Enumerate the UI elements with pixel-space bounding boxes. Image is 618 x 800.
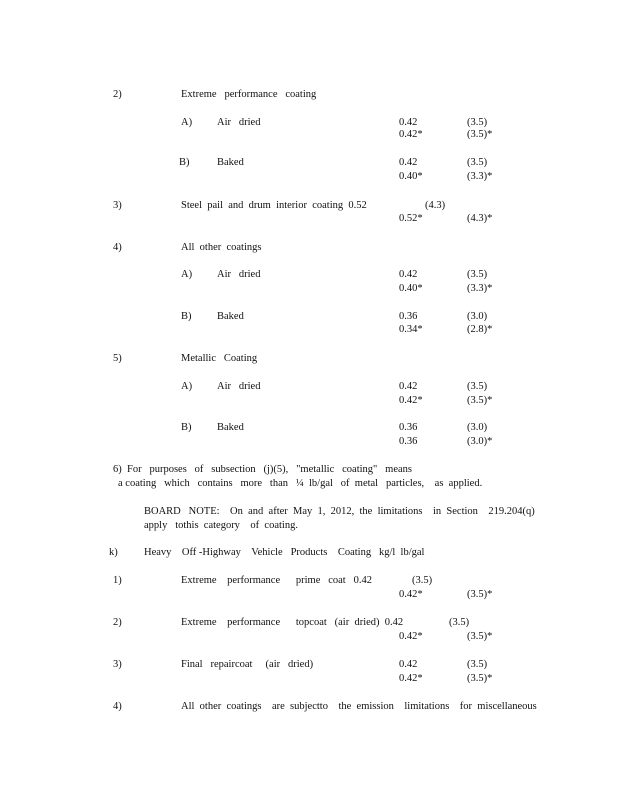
item-2-number: 2)	[113, 89, 122, 100]
k-item-3-number: 3)	[113, 659, 122, 670]
item-2b-name: Baked	[217, 157, 244, 168]
k-item-3-value-kg: 0.42	[399, 659, 418, 670]
item-5-title: Metallic Coating	[181, 353, 258, 364]
k-item-1-value-lb-alt: (3.5)*	[467, 589, 493, 600]
item-4a-value-lb-alt: (3.3)*	[467, 283, 493, 294]
k-item-3-title: Final repaircoat (air dried)	[181, 659, 314, 670]
k-item-4-title: All other coatings are subjectto the emission limitations for miscellaneous	[181, 701, 537, 712]
item-2b-label: B)	[179, 157, 190, 168]
item-4a-value-kg: 0.42	[399, 269, 418, 280]
para-6-line-1: 6) For purposes of subsection (j)(5), "metallic coating" means	[113, 464, 413, 475]
item-5a-label: A)	[181, 381, 193, 392]
k-item-1-title: Extreme performance prime coat 0.42	[181, 575, 372, 586]
item-3-title: Steel pail and drum interior coating 0.52	[181, 200, 367, 211]
k-item-2-title: Extreme performance topcoat (air dried) 0.42	[181, 617, 404, 628]
item-2a-value-lb: (3.5)	[467, 117, 488, 128]
board-note-line-2: apply tothis category of coating.	[144, 520, 298, 531]
item-4b-value-kg-alt: 0.34*	[399, 324, 423, 335]
item-2b-value-lb: (3.5)	[467, 157, 488, 168]
item-2a-value-kg-alt: 0.42*	[399, 129, 423, 140]
item-4a-name: Air dried	[217, 269, 261, 280]
k-item-1-value-kg-alt: 0.42*	[399, 589, 423, 600]
item-5a-value-kg-alt: 0.42*	[399, 395, 423, 406]
item-4b-name: Baked	[217, 311, 244, 322]
item-4b-value-kg: 0.36	[399, 311, 418, 322]
item-2-title: Extreme performance coating	[181, 89, 317, 100]
item-4a-value-kg-alt: 0.40*	[399, 283, 423, 294]
k-item-1-value-lb: (3.5)	[412, 575, 433, 586]
item-5b-value-kg-alt: 0.36	[399, 436, 418, 447]
item-5a-value-kg: 0.42	[399, 381, 418, 392]
k-item-3-value-lb: (3.5)	[467, 659, 488, 670]
section-k-label: k)	[109, 547, 118, 558]
item-5a-value-lb: (3.5)	[467, 381, 488, 392]
item-3-value-kg-alt: 0.52*	[399, 213, 423, 224]
item-5b-value-lb-alt: (3.0)*	[467, 436, 493, 447]
item-4a-value-lb: (3.5)	[467, 269, 488, 280]
k-item-3-value-kg-alt: 0.42*	[399, 673, 423, 684]
item-4a-label: A)	[181, 269, 193, 280]
item-2b-value-kg-alt: 0.40*	[399, 171, 423, 182]
item-3-value-lb: (4.3)	[425, 200, 446, 211]
item-4b-label: B)	[181, 311, 192, 322]
item-2a-value-kg: 0.42	[399, 117, 418, 128]
para-6-line-2: a coating which contains more than ¼ lb/gal of metal particles, as applied.	[118, 478, 483, 489]
item-5b-label: B)	[181, 422, 192, 433]
item-2a-name: Air dried	[217, 117, 261, 128]
item-5b-value-lb: (3.0)	[467, 422, 488, 433]
item-2b-value-lb-alt: (3.3)*	[467, 171, 493, 182]
item-3-value-lb-alt: (4.3)*	[467, 213, 493, 224]
k-item-3-value-lb-alt: (3.5)*	[467, 673, 493, 684]
item-2a-label: A)	[181, 117, 193, 128]
k-item-1-number: 1)	[113, 575, 122, 586]
k-item-2-value-lb: (3.5)	[449, 617, 470, 628]
item-4b-value-lb: (3.0)	[467, 311, 488, 322]
item-5b-value-kg: 0.36	[399, 422, 418, 433]
k-item-2-value-lb-alt: (3.5)*	[467, 631, 493, 642]
k-item-4-number: 4)	[113, 701, 122, 712]
item-4-number: 4)	[113, 242, 122, 253]
item-5b-name: Baked	[217, 422, 244, 433]
item-2b-value-kg: 0.42	[399, 157, 418, 168]
item-5-number: 5)	[113, 353, 122, 364]
item-4b-value-lb-alt: (2.8)*	[467, 324, 493, 335]
board-note-line-1: BOARD NOTE: On and after May 1, 2012, the limitations in Section 219.204(q)	[144, 506, 535, 517]
item-2a-value-lb-alt: (3.5)*	[467, 129, 493, 140]
item-4-title: All other coatings	[181, 242, 262, 253]
item-5a-name: Air dried	[217, 381, 261, 392]
k-item-2-value-kg-alt: 0.42*	[399, 631, 423, 642]
k-item-2-number: 2)	[113, 617, 122, 628]
item-3-number: 3)	[113, 200, 122, 211]
section-k-title: Heavy Off -Highway Vehicle Products Coating kg/l lb/gal	[144, 547, 425, 558]
item-5a-value-lb-alt: (3.5)*	[467, 395, 493, 406]
